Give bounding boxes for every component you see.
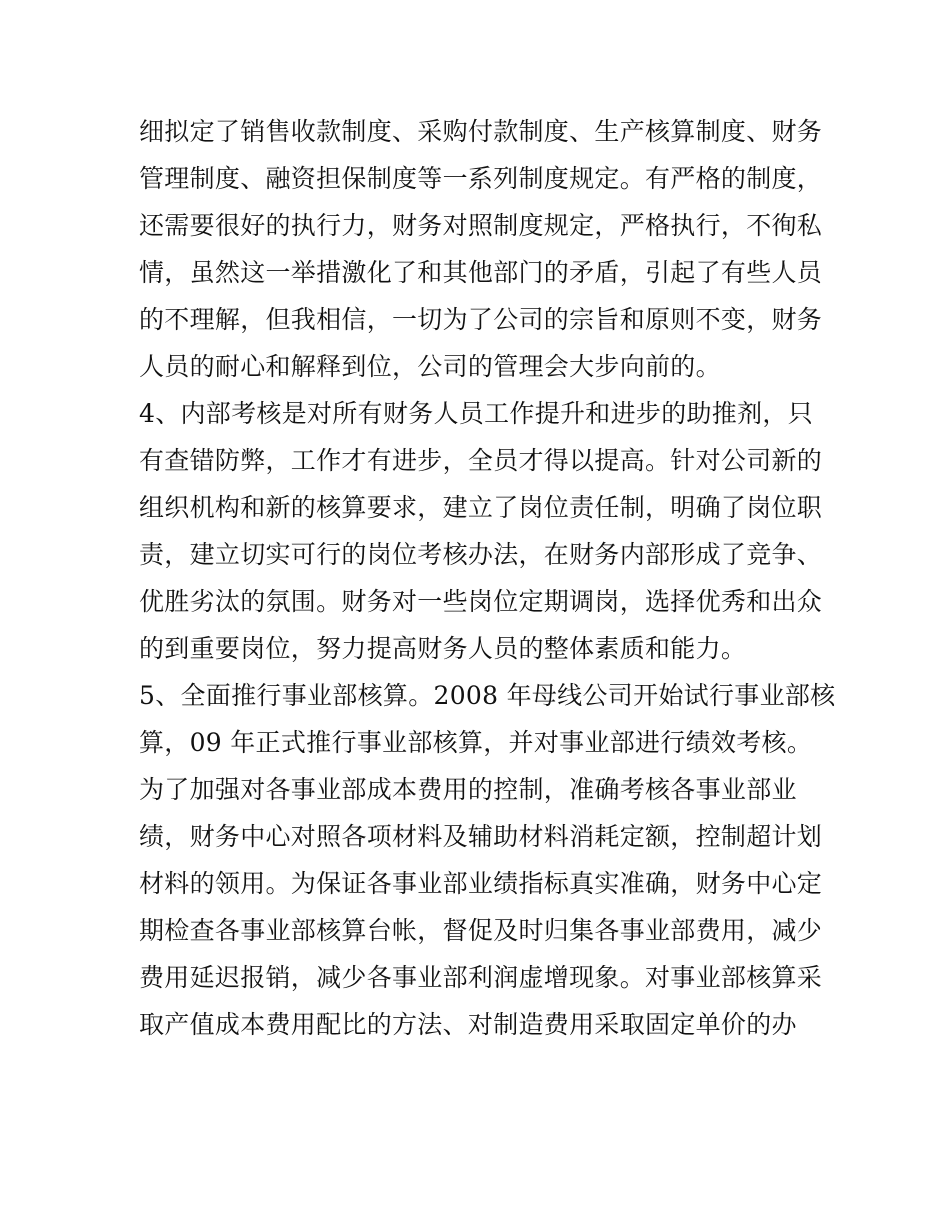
text-line: 4、内部考核是对所有财务人员工作提升和进步的助推剂，只 — [139, 399, 814, 428]
text-line: 的到重要岗位，努力提高财务人员的整体素质和能力。 — [139, 634, 747, 663]
body-text — [139, 108, 836, 1048]
text-line: 绩，财务中心对照各项材料及辅助材料消耗定额，控制超计划 — [139, 822, 823, 851]
text-line: 为了加强对各事业部成本费用的控制，准确考核各事业部业 — [139, 775, 797, 804]
text-line: 细拟定了销售收款制度、采购付款制度、生产核算制度、财务 — [139, 117, 823, 146]
text-line: 费用延迟报销，减少各事业部利润虚增现象。对事业部核算采 — [139, 963, 823, 992]
text-line: 责，建立切实可行的岗位考核办法，在财务内部形成了竞争、 — [139, 540, 823, 569]
text-line: 5、全面推行事业部核算。2008 年母线公司开始试行事业部核 — [139, 681, 836, 710]
text-line: 管理制度、融资担保制度等一系列制度规定。有严格的制度， — [139, 164, 823, 193]
text-line: 算，09 年正式推行事业部核算，并对事业部进行绩效考核。 — [139, 728, 813, 757]
text-line: 还需要很好的执行力，财务对照制度规定，严格执行，不徇私 — [139, 211, 823, 240]
text-line: 情，虽然这一举措激化了和其他部门的矛盾，引起了有些人员 — [139, 258, 823, 287]
text-line: 取产值成本费用配比的方法、对制造费用采取固定单价的办 — [139, 1010, 797, 1039]
text-line: 材料的领用。为保证各事业部业绩指标真实准确，财务中心定 — [139, 869, 823, 898]
text-line: 组织机构和新的核算要求，建立了岗位责任制，明确了岗位职 — [139, 493, 823, 522]
text-line: 的不理解，但我相信，一切为了公司的宗旨和原则不变，财务 — [139, 305, 823, 334]
text-line: 有查错防弊，工作才有进步，全员才得以提高。针对公司新的 — [139, 446, 823, 475]
text-line: 优胜劣汰的氛围。财务对一些岗位定期调岗，选择优秀和出众 — [139, 587, 823, 616]
text-line: 人员的耐心和解释到位，公司的管理会大步向前的。 — [139, 352, 721, 381]
text-line: 期检查各事业部核算台帐，督促及时归集各事业部费用，减少 — [139, 916, 823, 945]
